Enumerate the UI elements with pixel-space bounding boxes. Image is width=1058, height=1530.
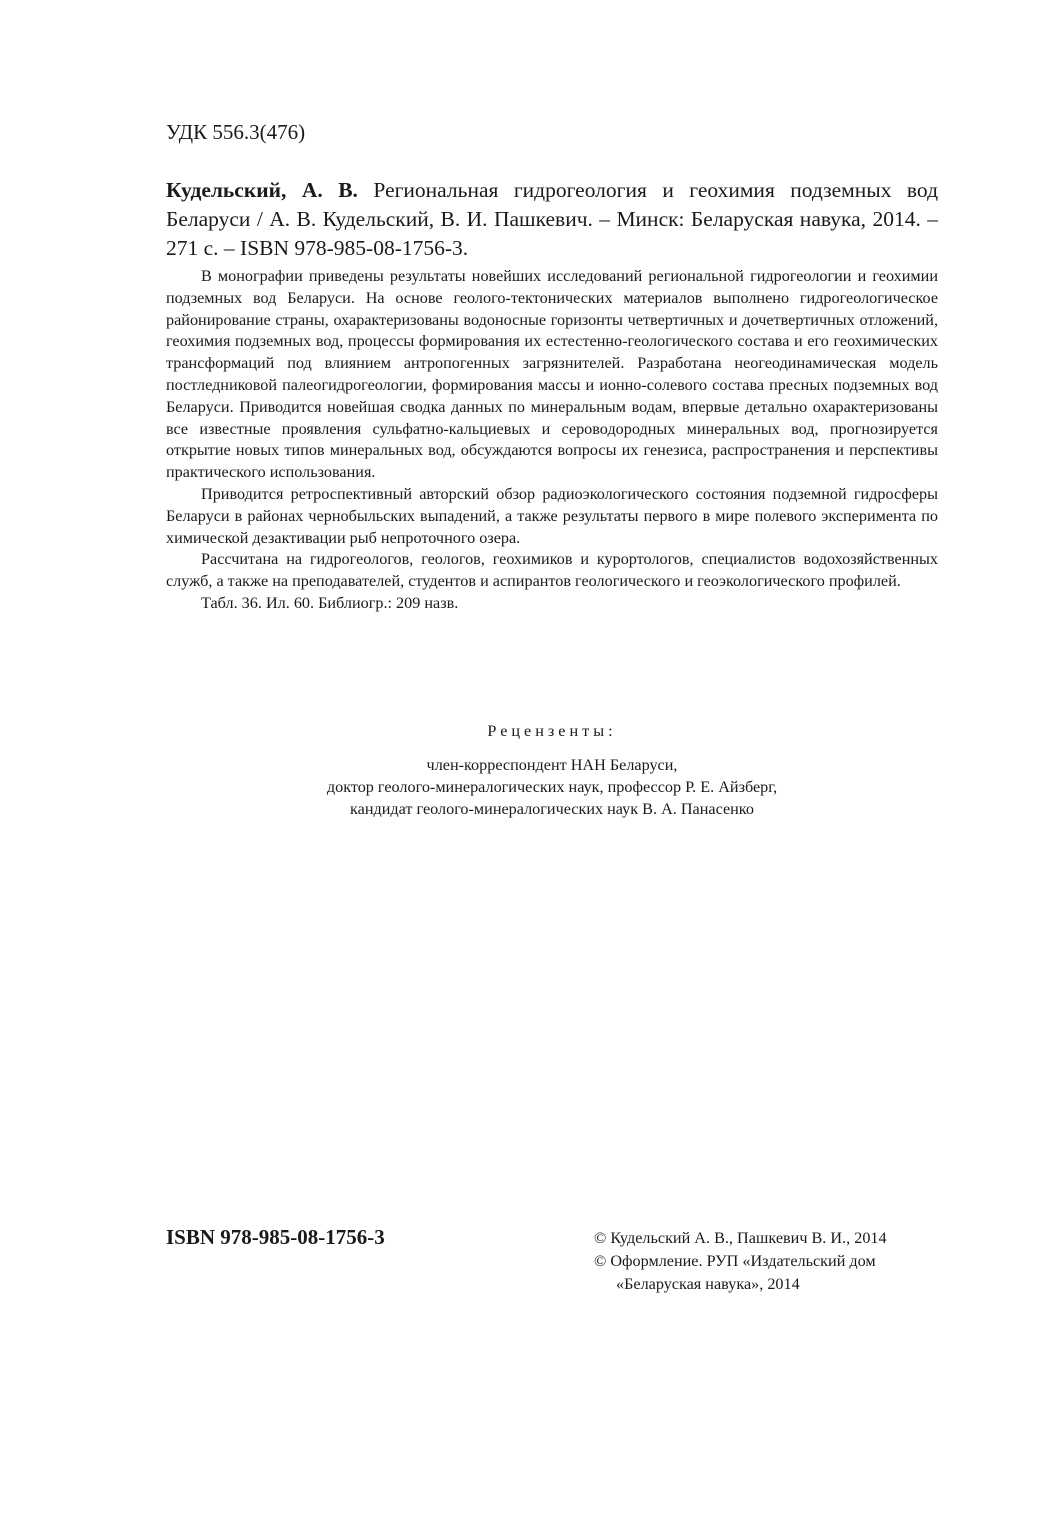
bibliographic-record <box>166 176 938 263</box>
abstract-stats: Табл. 36. Ил. 60. Библиогр.: 209 назв. <box>201 593 459 612</box>
copyright-line: © Оформление. РУП «Издательский дом <box>594 1252 876 1270</box>
reviewer-line: кандидат геолого-минералогических наук В. А. Панасенко <box>350 800 754 818</box>
copyright-block <box>594 1227 887 1296</box>
abstract-paragraph: Приводится ретроспективный авторский обзор радиоэкологического состояния подземной гидросферы Беларуси в районах чернобыльских выпадений, а также результаты первого в мире полевого эксперимента по химической дезактивации рыб непроточного озера. <box>166 484 938 547</box>
reviewer-line: член-корреспондент НАН Беларуси, <box>426 756 678 774</box>
author-name: Кудельский, А. В. <box>166 178 358 202</box>
bibliographic-text: Региональная гидрогеология и геохимия подземных вод Беларуси / А. В. Кудельский, В. И. Пашкевич. – Минск: Беларуская навука, 2014. – 271 с. – ISBN 978-985-08-1756-3. <box>166 178 939 260</box>
reviewers-block <box>166 720 938 820</box>
udc-code: УДК 556.3(476) <box>166 120 306 144</box>
isbn: ISBN 978-985-08-1756-3 <box>166 1225 385 1249</box>
copyright-line: © Кудельский А. В., Пашкевич В. И., 2014 <box>594 1229 887 1247</box>
reviewers-title: Рецензенты: <box>487 722 617 740</box>
abstract-paragraph: В монографии приведены результаты новейших исследований региональной гидрогеологии и геохимии подземных вод Беларуси. На основе геолого-тектонических материалов выполнено гидрогеологическое районирование страны, охарактеризованы водоносные горизонты четвертичных и дочетвертичных отложений, геохимия подземных вод, процессы формирования их естестенно-геологического состава и его геохимических трансформаций под влиянием антропогенных загрязнителей. Разработана неогеодинамическая модель постледниковой палеогидрогеологии, формирования массы и ионно-солевого состава пресных подземных вод Беларуси. Приводится новейшая сводка данных по минеральным водам, впервые детально охарактеризованы все известные проявления сульфатно-кальциевых и сероводородных минеральных вод, прогнозируется открытие новых типов минеральных вод, обсуждаются вопросы их генезиса, распространения и перспективы практического использования. <box>166 267 938 482</box>
copyright-line: «Беларуская навука», 2014 <box>616 1275 800 1293</box>
abstract <box>166 266 938 615</box>
abstract-paragraph: Рассчитана на гидрогеологов, геологов, геохимиков и курортологов, специалистов водохозяйственных служб, а также на преподавателей, студентов и аспирантов геологического и геоэкологического профилей. <box>166 550 938 591</box>
reviewer-line: доктор геолого-минералогических наук, профессор Р. Е. Айзберг, <box>326 778 778 796</box>
